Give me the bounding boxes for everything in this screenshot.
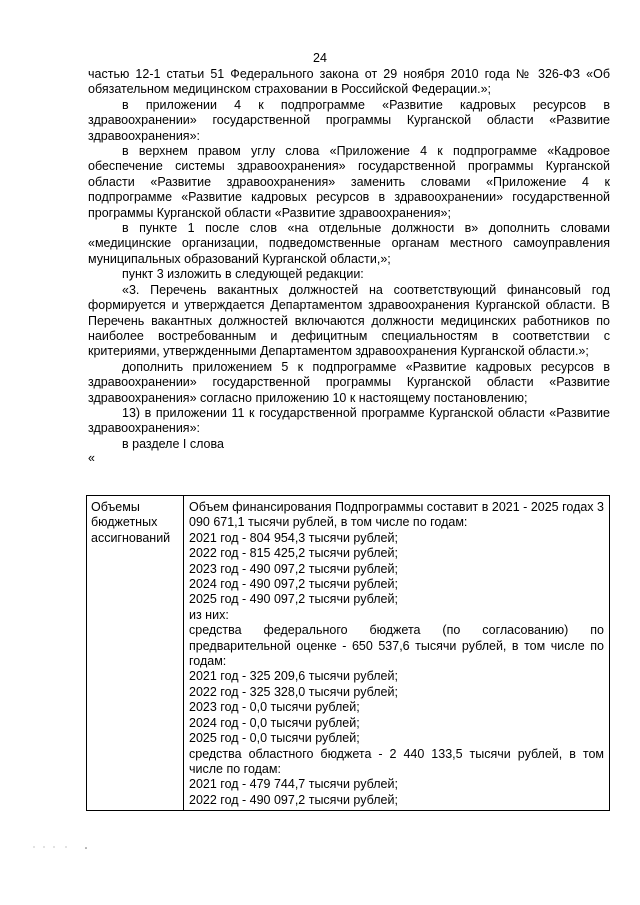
label-line: ассигнований (91, 530, 171, 545)
paragraph: в приложении 4 к подпрограмме «Развитие кадровых ресурсов в здравоохранении» государственной программы Курганской области «Развитие здравоохранения»: (88, 97, 610, 143)
paragraph: в разделе I слова (122, 436, 224, 451)
content-line: Объем финансирования Подпрограммы составит в 2021 - 2025 годах 3 090 671,1 тысячи рублей, в том числе по годам: (189, 500, 604, 530)
content-line: 2021 год - 325 209,6 тысячи рублей; (189, 669, 398, 684)
paragraph: пункт 3 изложить в следующей редакции: (122, 267, 364, 282)
document-body (88, 67, 610, 464)
content-line: из них: (189, 607, 229, 622)
paragraph: частью 12-1 статьи 51 Федерального закона от 29 ноября 2010 года № 326-ФЗ «Об обязательном медицинском страховании в Российской Федерации.»; (88, 67, 610, 97)
paragraph: в верхнем правом углу слова «Приложение 4 к подпрограмме «Кадровое обеспечение системы здравоохранения» государственной программы Курганской области «Развитие здравоохранения» заменить словами «Приложение 4 к подпрограмме «Развитие кадровых ресурсов в здравоохранении» государственной программы Курганской области «Развитие здравоохранения»; (88, 144, 610, 220)
paragraph: 13) в приложении 11 к государственной программе Курганской области «Развитие здравоохранения»: (88, 405, 610, 436)
scan-artifact (30, 842, 90, 852)
content-line: 2024 год - 0,0 тысячи рублей; (189, 715, 360, 730)
paragraph: в пункте 1 после слов «на отдельные должности в» дополнить словами «медицинские организации, подведомственные органам местного самоуправления муниципальных образований Курганской области,»; (88, 221, 610, 266)
content-line: 2024 год - 490 097,2 тысячи рублей; (189, 577, 398, 592)
content-line: 2025 год - 490 097,2 тысячи рублей; (189, 592, 398, 607)
page-number: 24 (313, 51, 327, 65)
table-row (87, 496, 610, 811)
content-cell (184, 496, 610, 811)
label-cell (87, 496, 184, 811)
content-line: средства областного бюджета - 2 440 133,5 тысячи рублей, в том числе по годам: (189, 746, 604, 776)
funding-table (86, 495, 610, 811)
content-line: 2022 год - 325 328,0 тысячи рублей; (189, 684, 398, 699)
label-line: Объемы (91, 500, 140, 514)
content-line: 2021 год - 479 744,7 тысячи рублей; (189, 777, 398, 792)
content-line: средства федерального бюджета (по согласованию) по предварительной оценке - 650 537,6 тысячи рублей, в том числе по годам: (189, 623, 604, 669)
paragraph: дополнить приложением 5 к подпрограмме «Развитие кадровых ресурсов в здравоохранении» государственной программы Курганской области «Развитие здравоохранения» согласно приложению 10 к настоящему постановлению; (88, 359, 610, 405)
label-line: бюджетных (91, 515, 158, 530)
content-line: 2023 год - 490 097,2 тысячи рублей; (189, 561, 398, 576)
content-line: 2025 год - 0,0 тысячи рублей; (189, 731, 360, 746)
open-quote: « (88, 451, 95, 466)
content-line: 2023 год - 0,0 тысячи рублей; (189, 700, 360, 715)
paragraph: «3. Перечень вакантных должностей на соответствующий финансовый год формируется и утверждается Департаментом здравоохранения Курганской области. В Перечень вакантных должностей включаются должности медицинских работников по наиболее востребованным и дефицитным специальностям в соответствии с критериями, утвержденными Департаментом здравоохранения Курганской области.»; (88, 282, 610, 359)
content-line: 2022 год - 490 097,2 тысячи рублей; (189, 792, 398, 807)
content-line: 2022 год - 815 425,2 тысячи рублей; (189, 546, 398, 561)
content-line: 2021 год - 804 954,3 тысячи рублей; (189, 530, 398, 545)
